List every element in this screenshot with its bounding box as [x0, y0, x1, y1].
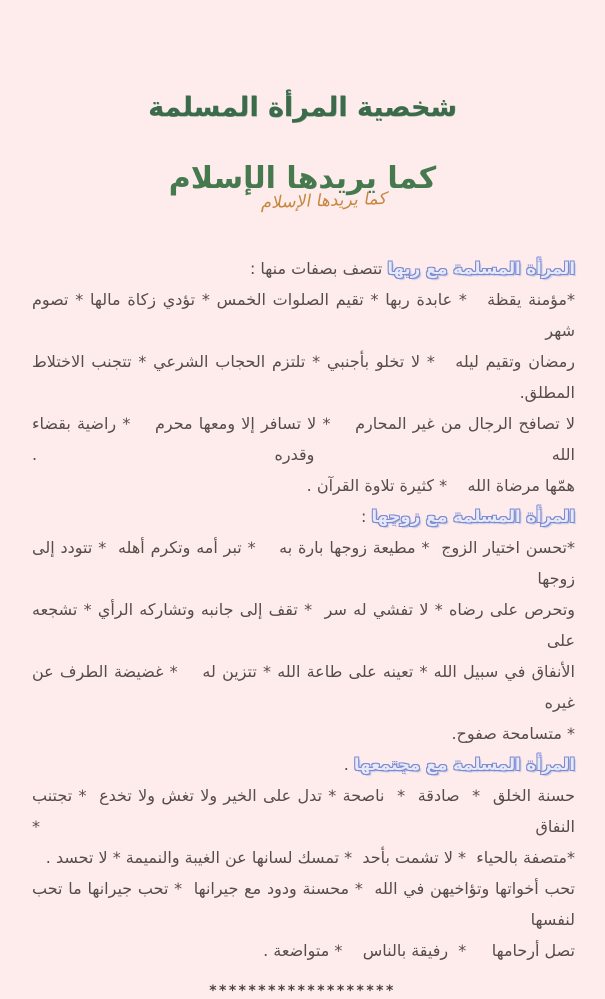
text-line: *متصفة بالحياء * لا تشمت بأحد * تمسك لسانها عن الغيبة والنميمة * لا تحسد . — [45, 848, 575, 867]
section-heading: المرأة المسلمة مع زوجها — [371, 507, 575, 526]
section-heading: المرأة المسلمة مع مجتمعها — [353, 755, 575, 774]
text-line: وتحرص على رضاه * لا تفشي له سر * تقف إلى جانبه وتشاركه الرأي * تشجعه على — [26, 600, 575, 650]
section-heading-row — [32, 253, 575, 284]
text-line: همّها مرضاة الله * كثيرة تلاوة القرآن . — [306, 476, 575, 495]
document-page — [0, 92, 605, 999]
subtitle-text: كما يريدها الإسلام — [168, 161, 437, 196]
text-line: تصل أرحامها * رفيقة بالناس * متواضعة . — [263, 941, 575, 960]
subtitle-shadow-text: كما يريدها الإسلام — [259, 188, 390, 214]
section-with-her-society — [26, 749, 575, 966]
section-heading-suffix: تتصف بصفات منها : — [249, 259, 388, 278]
text-line: رمضان وتقيم ليله * لا تخلو بأجنبي * تلتزم الحجاب الشرعي * تتجنب الاختلاط المطلق. — [26, 352, 575, 402]
asterisk-divider: ******************* — [209, 983, 396, 999]
text-line: الأنفاق في سبيل الله * تعينه على طاعة الله * تتزين له * غضيضة الطرف عن غيره — [26, 662, 575, 712]
section-with-her-lord — [26, 253, 575, 501]
text-line: حسنة الخلق * صادقة * ناصحة * تدل على الخير ولا تغش ولا تخدع * تجتنب النفاق * — [26, 786, 575, 836]
section-heading-suffix: . — [343, 755, 354, 774]
section-heading-row — [32, 749, 575, 780]
text-line: لا تصافح الرجال من غير المحارم * لا تسافر إلا ومعها محرم * راضية بقضاء الله وقدره . — [26, 414, 575, 464]
document-title: شخصية المرأة المسلمة — [148, 92, 457, 123]
document-body — [26, 253, 575, 966]
text-line: *تحسن اختيار الزوج * مطيعة زوجها بارة به * تبر أمه وتكرم أهله * تتودد إلى زوجها — [26, 538, 575, 588]
text-line: * متسامحة صفوح. — [451, 724, 575, 743]
section-heading-suffix: : — [360, 507, 372, 526]
text-line: *مؤمنة يقظة * عابدة ربها * تقيم الصلوات الخمس * تؤدي زكاة مالها * تصوم شهر — [26, 290, 575, 340]
section-with-her-husband — [26, 501, 575, 749]
section-heading-row — [32, 501, 575, 532]
document-subtitle — [0, 161, 605, 223]
section-heading: المرأة المسلمة مع ربها — [387, 259, 575, 278]
text-line: تحب أخواتها وتؤاخيهن في الله * محسنة ودود مع جيرانها * تحب جيرانها ما تحب لنفسها — [26, 879, 575, 929]
